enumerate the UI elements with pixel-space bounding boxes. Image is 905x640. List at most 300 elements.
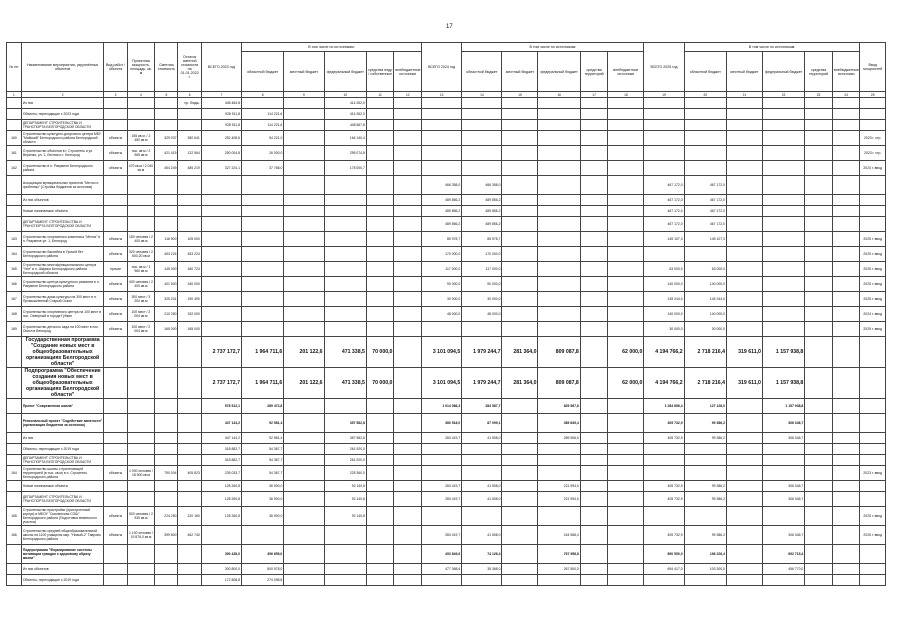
row-value-f25 — [762, 575, 804, 586]
row-value-s23 — [366, 247, 394, 262]
row-value-s23 — [366, 176, 394, 195]
row-value-t23 — [201, 195, 241, 206]
row-number — [7, 176, 22, 195]
row-value-f25 — [762, 195, 804, 206]
row-value-e23 — [394, 444, 422, 455]
row-value-t24: 283 419,7 — [422, 492, 462, 507]
row-value-t24 — [422, 161, 462, 176]
row-value-f24: 244 568,4 — [538, 526, 580, 545]
row-number — [7, 120, 22, 131]
row-value-t25: 405 732,9 — [644, 414, 684, 433]
row-value-o25: 196 226,4 — [684, 545, 726, 564]
row-capacity — [127, 206, 155, 217]
row-value-f23: 357 582,8 — [324, 433, 366, 444]
row-cost — [155, 455, 178, 466]
row-year — [860, 399, 886, 414]
row-value-m23 — [284, 277, 324, 292]
row-value-m24 — [502, 161, 538, 176]
row-value-t24: 489 856,2 — [422, 195, 462, 206]
row-value-m24 — [502, 217, 538, 232]
row-value-f24 — [538, 444, 580, 455]
row-value-m23 — [284, 399, 324, 414]
row-name: Строительство центра культурного развития в п. Разумное Белгородского района — [21, 277, 104, 292]
row-year — [860, 206, 886, 217]
row-value-o24 — [462, 109, 502, 120]
row-value-e23 — [394, 98, 422, 109]
row-value-f24: 767 958,8 — [538, 545, 580, 564]
table-row — [7, 399, 886, 414]
row-value-s25 — [805, 492, 833, 507]
row-cost: 224 250 — [155, 507, 178, 526]
row-value-o25: 467 172,0 — [684, 217, 726, 232]
row-remain — [178, 433, 201, 444]
row-name: Государственная программа "Создание новых мест в общеобразовательных организациях Белгородской области" — [21, 337, 104, 368]
row-value-o24: 90 000,0 — [462, 277, 502, 292]
row-value-t23 — [201, 176, 241, 195]
row-type: объекты — [104, 292, 127, 307]
row-value-t25: 890 550,0 — [644, 545, 684, 564]
row-value-f24: 221 994,0 — [538, 481, 580, 492]
column-number: 5 — [155, 92, 178, 98]
row-value-o23 — [241, 247, 283, 262]
row-value-o23: 114 221,6 — [241, 109, 283, 120]
row-value-m23 — [284, 433, 324, 444]
row-value-f23: 295 074,8 — [324, 146, 366, 161]
row-value-s24 — [580, 433, 608, 444]
row-value-o24: 30 000,0 — [462, 292, 502, 307]
row-remain: 192 000 — [178, 307, 201, 322]
row-value-m25 — [726, 307, 762, 322]
row-value-t23 — [201, 247, 241, 262]
row-value-m23: 201 122,6 — [284, 368, 324, 399]
row-value-o24 — [462, 161, 502, 176]
row-value-o25 — [684, 247, 726, 262]
row-value-f24: 809 087,8 — [538, 368, 580, 399]
row-value-o24: 41 508,0 — [462, 492, 502, 507]
row-type — [104, 217, 127, 232]
row-value-s24 — [580, 120, 608, 131]
row-value-e23 — [394, 277, 422, 292]
row-value-s23 — [366, 232, 394, 247]
header-extra-2024: внебюджетные источники — [608, 52, 644, 92]
row-value-e23 — [394, 131, 422, 146]
header-fed-2024: федеральный бюджет — [538, 52, 580, 92]
row-value-o24: 170 000,0 — [462, 247, 502, 262]
row-cost — [155, 564, 178, 575]
row-value-o23: 92 581,4 — [241, 433, 283, 444]
row-number — [7, 414, 22, 433]
row-number — [7, 564, 22, 575]
row-name: Подпрограмма "Обеспечение создания новых мест в общеобразовательных организациях Белгородской области" — [21, 368, 104, 399]
row-value-o25: 99 386,2 — [684, 433, 726, 444]
row-value-o25: 145 244,0 — [684, 292, 726, 307]
row-type — [104, 399, 127, 414]
row-value-m25 — [726, 466, 762, 481]
row-value-s25 — [805, 507, 833, 526]
row-value-m23 — [284, 217, 324, 232]
row-value-f24 — [538, 120, 580, 131]
row-value-e24 — [608, 322, 644, 337]
row-type — [104, 98, 127, 109]
row-value-s23 — [366, 98, 394, 109]
table-row — [7, 455, 886, 466]
row-value-f25 — [762, 109, 804, 120]
row-type: объекты — [104, 146, 127, 161]
row-number — [7, 98, 22, 109]
row-value-e25 — [832, 98, 860, 109]
row-capacity: 1 100 человек / 19 876,0 кв.м — [127, 526, 155, 545]
row-value-t23: 448 464,8 — [201, 98, 241, 109]
row-value-s25 — [805, 120, 833, 131]
row-value-f25 — [762, 277, 804, 292]
row-value-s25 — [805, 414, 833, 433]
row-type: объекты — [104, 161, 127, 176]
row-value-o24: 466 358,0 — [462, 176, 502, 195]
row-number — [7, 545, 22, 564]
row-year — [860, 575, 886, 586]
row-number — [7, 444, 22, 455]
row-cost — [155, 176, 178, 195]
row-value-o25 — [684, 161, 726, 176]
row-value-o24: 284 587,7 — [462, 399, 502, 414]
row-value-f25 — [762, 98, 804, 109]
row-value-f23 — [324, 195, 366, 206]
row-capacity — [127, 98, 155, 109]
row-value-e24 — [608, 161, 644, 176]
row-value-t25: 467 172,0 — [644, 176, 684, 195]
row-value-m24 — [502, 492, 538, 507]
row-value-m23 — [284, 206, 324, 217]
row-value-m24 — [502, 433, 538, 444]
row-value-m24 — [502, 232, 538, 247]
row-value-s25 — [805, 195, 833, 206]
row-value-m24 — [502, 466, 538, 481]
row-value-o24 — [462, 575, 502, 586]
row-value-e23 — [394, 399, 422, 414]
row-number — [7, 206, 22, 217]
row-value-t25 — [644, 131, 684, 146]
row-value-e24 — [608, 131, 644, 146]
table-row — [7, 481, 886, 492]
column-number: 12 — [394, 92, 422, 98]
row-number — [7, 368, 22, 399]
row-name: Строительство средней общеобразовательной школы на 1100 учащихся мкр. "Новый-2" Таврово Белгородского района — [21, 526, 104, 545]
row-name: Строительство школы с прилегающей территорией (в тыс. кв.м) в п. Строитель Белгородского района — [21, 466, 104, 481]
row-value-f24 — [538, 262, 580, 277]
row-number — [7, 337, 22, 368]
row-value-f24 — [538, 322, 580, 337]
row-value-t23: 390 428,0 — [201, 545, 241, 564]
table-row — [7, 120, 886, 131]
row-value-o24: 35 368,0 — [462, 564, 502, 575]
row-type — [104, 564, 127, 575]
row-value-e24 — [608, 307, 644, 322]
row-value-s23 — [366, 131, 394, 146]
table-row — [7, 564, 886, 575]
table-row — [7, 109, 886, 120]
row-value-s24 — [580, 507, 608, 526]
row-capacity — [127, 337, 155, 368]
row-number: 160 — [7, 131, 22, 146]
row-value-t23: 2 737 172,7 — [201, 337, 241, 368]
row-capacity — [127, 433, 155, 444]
row-value-m23 — [284, 492, 324, 507]
row-value-f25: 306 346,7 — [762, 492, 804, 507]
row-value-m24 — [502, 120, 538, 131]
row-value-s25 — [805, 466, 833, 481]
row-value-f24 — [538, 455, 580, 466]
row-value-t23 — [201, 217, 241, 232]
row-value-e24 — [608, 455, 644, 466]
row-remain — [178, 545, 201, 564]
row-value-s24 — [580, 368, 608, 399]
row-value-o24 — [462, 146, 502, 161]
row-value-s23 — [366, 262, 394, 277]
row-value-e25 — [832, 526, 860, 545]
row-capacity: 320 человек / 2 600,20 кв.м — [127, 247, 155, 262]
row-remain — [178, 444, 201, 455]
row-value-t24 — [422, 322, 462, 337]
column-number: 22 — [762, 92, 804, 98]
row-value-s24 — [580, 109, 608, 120]
row-value-t24 — [422, 444, 462, 455]
row-type: прочие — [104, 262, 127, 277]
table-row — [7, 206, 886, 217]
row-value-m23 — [284, 414, 324, 433]
row-name: ДЕПАРТАМЕНТ СТРОИТЕЛЬСТВА И ТРАНСПОРТА БЕЛГОРОДСКОЙ ОБЛАСТИ — [21, 217, 104, 232]
row-value-f25 — [762, 322, 804, 337]
table-body — [7, 98, 886, 586]
row-value-s25 — [805, 217, 833, 232]
row-value-s24 — [580, 414, 608, 433]
row-value-o24 — [462, 507, 502, 526]
row-type — [104, 481, 127, 492]
row-value-e25 — [832, 109, 860, 120]
row-value-m24: 281 364,0 — [502, 337, 538, 368]
row-year: 2024 г. ввод — [860, 307, 886, 322]
row-value-t23: 300 800,0 — [201, 564, 241, 575]
row-value-e23 — [394, 337, 422, 368]
row-value-o24: 41 508,0 — [462, 433, 502, 444]
row-value-e25 — [832, 455, 860, 466]
row-value-f23 — [324, 217, 366, 232]
row-name: Региональный проект "Содействие занятости" (организация бюджетов за источник) — [21, 414, 104, 433]
row-value-m23 — [284, 526, 324, 545]
row-value-e25 — [832, 262, 860, 277]
row-value-e23 — [394, 262, 422, 277]
row-value-e23 — [394, 433, 422, 444]
row-value-e23 — [394, 564, 422, 575]
row-value-f23 — [324, 176, 366, 195]
row-value-s24 — [580, 176, 608, 195]
row-value-t24 — [422, 146, 462, 161]
row-name: Подпрограмма "Формирование системы мотивации граждан к здоровому образу жизни" — [21, 545, 104, 564]
row-value-f25 — [762, 131, 804, 146]
row-number: 166 — [7, 277, 22, 292]
table-row — [7, 146, 886, 161]
row-value-o23: 1 964 711,6 — [241, 368, 283, 399]
row-value-e25 — [832, 307, 860, 322]
row-value-f23 — [324, 232, 366, 247]
row-type: объекты — [104, 307, 127, 322]
row-cost: 453 224 — [155, 247, 178, 262]
row-value-f23: 178 000,7 — [324, 161, 366, 176]
row-value-t25: 405 732,9 — [644, 481, 684, 492]
row-type — [104, 414, 127, 433]
row-value-t25: 1 284 896,4 — [644, 399, 684, 414]
header-fed-2025: федеральный бюджет — [762, 52, 804, 92]
row-value-t23 — [201, 277, 241, 292]
row-value-m25 — [726, 120, 762, 131]
row-remain: 190 490 — [178, 292, 201, 307]
row-value-t25: 63 000,0 — [644, 262, 684, 277]
row-value-t25: 145 244,0 — [644, 292, 684, 307]
row-value-o23 — [241, 277, 283, 292]
row-capacity — [127, 414, 155, 433]
row-value-t24: 85 978,7 — [422, 232, 462, 247]
row-number: 166 — [7, 526, 22, 545]
row-value-t25 — [644, 444, 684, 455]
row-value-m23 — [284, 131, 324, 146]
row-value-f25: 306 346,7 — [762, 433, 804, 444]
row-type — [104, 176, 127, 195]
row-value-s23 — [366, 564, 394, 575]
row-value-t24: 3 101 094,5 — [422, 368, 462, 399]
row-capacity: 100 мест / 2 004 кв.м — [127, 322, 155, 337]
row-value-m24 — [502, 575, 538, 586]
row-cost — [155, 206, 178, 217]
row-number: 164 — [7, 466, 22, 481]
row-year: 2023 г. стр. — [860, 146, 886, 161]
row-type: объекты — [104, 526, 127, 545]
row-value-e23 — [394, 120, 422, 131]
row-remain: 485 219 — [178, 161, 201, 176]
row-value-o24 — [462, 322, 502, 337]
header-name: Наименование мероприятия, укрупнённых объектов — [21, 43, 104, 92]
row-value-m23 — [284, 247, 324, 262]
table-row — [7, 232, 886, 247]
row-value-e23 — [394, 368, 422, 399]
row-remain — [178, 337, 201, 368]
row-value-m23 — [284, 176, 324, 195]
row-remain: 405 823 — [178, 466, 201, 481]
row-value-s23 — [366, 292, 394, 307]
row-value-m23 — [284, 195, 324, 206]
column-number: 15 — [502, 92, 538, 98]
row-value-e24 — [608, 247, 644, 262]
row-value-s25 — [805, 337, 833, 368]
row-value-f23: 414 262,0 — [324, 109, 366, 120]
row-value-e24 — [608, 262, 644, 277]
row-value-e25 — [832, 337, 860, 368]
row-value-e25 — [832, 575, 860, 586]
row-name: Строительство дома культуры на 300 мест в п. Промышленный Старый Оскол — [21, 292, 104, 307]
row-remain: 122 564 — [178, 146, 201, 161]
row-capacity: 100 мест / 2 004 кв.м — [127, 307, 155, 322]
row-value-t24: 48 000,0 — [422, 307, 462, 322]
row-value-m25 — [726, 217, 762, 232]
row-value-e25 — [832, 131, 860, 146]
row-capacity — [127, 564, 155, 575]
row-value-e25 — [832, 481, 860, 492]
row-value-e23 — [394, 575, 422, 586]
row-value-e24 — [608, 466, 644, 481]
row-value-o24 — [462, 466, 502, 481]
row-value-o23 — [241, 232, 283, 247]
row-value-e23 — [394, 217, 422, 232]
table-row — [7, 414, 886, 433]
row-value-s24 — [580, 232, 608, 247]
row-value-s23 — [366, 109, 394, 120]
row-name: Строительство пристройки (пристроенный корпус) в МБОУ "Смоленская СОШ" Белгородского района (Подготовка земельного участка) — [21, 507, 104, 526]
row-value-s23 — [366, 414, 394, 433]
row-value-o23: 54 367,7 — [241, 466, 283, 481]
row-name: Строительство бассейна в Урочей бет Белгородского района — [21, 247, 104, 262]
row-value-f23: 92 140,8 — [324, 507, 366, 526]
row-value-f25 — [762, 247, 804, 262]
row-value-m23 — [284, 322, 324, 337]
row-value-m25 — [726, 414, 762, 433]
header-mun-2023: местный бюджет — [284, 52, 324, 92]
row-value-m23 — [284, 481, 324, 492]
row-value-o23 — [241, 262, 283, 277]
row-value-t23: 252 408,6 — [201, 131, 241, 146]
row-remain — [178, 176, 201, 195]
row-value-f23 — [324, 545, 366, 564]
row-value-o23: 54 221,0 — [241, 131, 283, 146]
row-value-s24 — [580, 455, 608, 466]
row-value-f24 — [538, 217, 580, 232]
row-value-m24 — [502, 414, 538, 433]
row-value-f23: 471 338,5 — [324, 368, 366, 399]
row-value-o23 — [241, 322, 283, 337]
row-value-o23 — [241, 307, 283, 322]
row-value-s24 — [580, 195, 608, 206]
row-cost — [155, 120, 178, 131]
row-value-s25 — [805, 262, 833, 277]
row-remain — [178, 206, 201, 217]
row-value-o25 — [684, 455, 726, 466]
row-value-s24 — [580, 492, 608, 507]
column-number: 24 — [832, 92, 860, 98]
row-value-s24 — [580, 146, 608, 161]
row-type — [104, 195, 127, 206]
row-value-m25 — [726, 492, 762, 507]
row-year: 2025 г. ввод — [860, 232, 886, 247]
row-value-o24 — [462, 455, 502, 466]
row-value-t25 — [644, 507, 684, 526]
row-value-f23 — [324, 277, 366, 292]
row-value-t24: 466 358,0 — [422, 176, 462, 195]
row-value-e25 — [832, 322, 860, 337]
row-value-o25: 127 128,0 — [684, 399, 726, 414]
row-value-t24: 90 000,0 — [422, 277, 462, 292]
row-value-f25 — [762, 146, 804, 161]
row-number — [7, 195, 22, 206]
row-value-f23: 92 140,8 — [324, 492, 366, 507]
row-value-s23 — [366, 507, 394, 526]
row-capacity: 470 кв.м / 2 040 кв.м — [127, 161, 155, 176]
row-number — [7, 481, 22, 492]
row-value-e25 — [832, 176, 860, 195]
row-value-f25 — [762, 292, 804, 307]
row-value-f23: 471 338,5 — [324, 337, 366, 368]
row-year: 2025 г. ввод — [860, 322, 886, 337]
table-row — [7, 247, 886, 262]
row-value-o24: 41 508,0 — [462, 526, 502, 545]
row-value-f24 — [538, 195, 580, 206]
row-remain: 220 160 — [178, 507, 201, 526]
